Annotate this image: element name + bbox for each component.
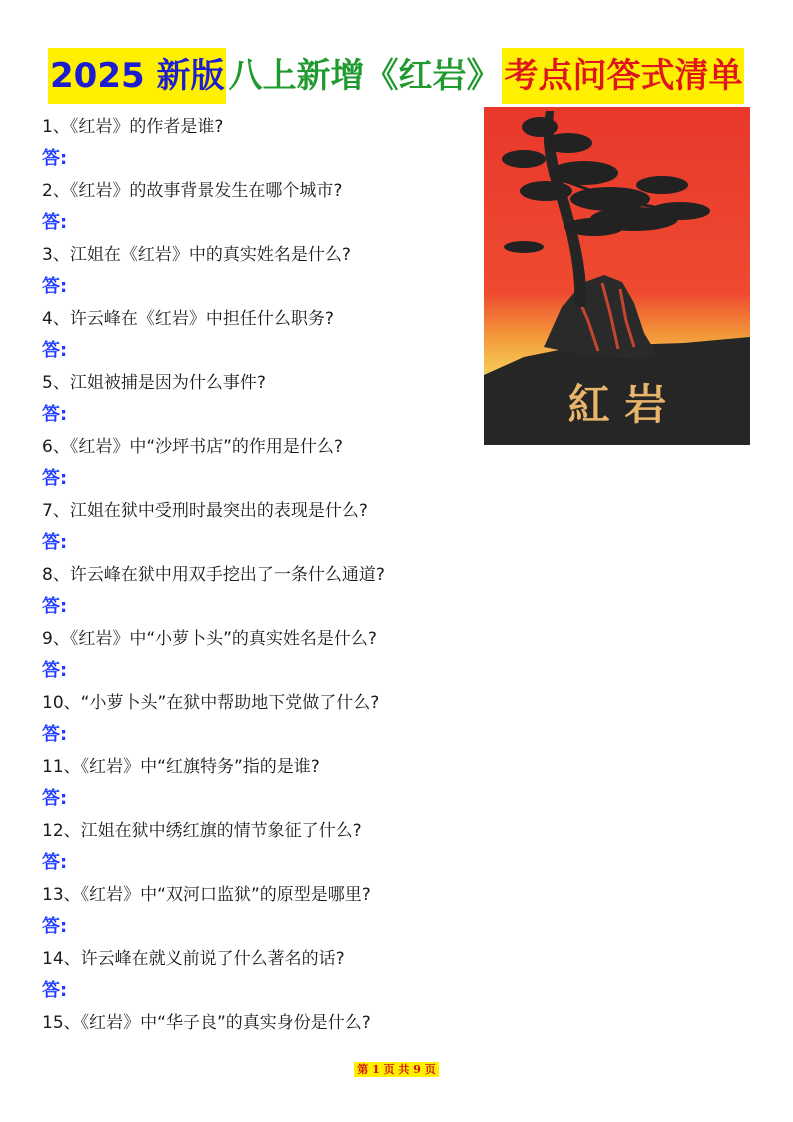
qa-item [42,498,502,562]
page-title [48,48,744,104]
question-text: 5、江姐被捕是因为什么事件? [42,373,266,393]
question-text: 7、江姐在狱中受刑时最突出的表现是什么? [42,501,368,521]
qa-item [42,562,502,626]
answer-label: 答: [42,468,68,489]
question-text: 3、江姐在《红岩》中的真实姓名是什么? [42,245,351,265]
answer-label: 答: [42,532,68,553]
answer-label: 答: [42,724,68,745]
question-text: 15、《红岩》中“华子良”的真实身份是什么? [42,1013,371,1033]
question-text: 1、《红岩》的作者是谁? [42,117,224,137]
qa-item [42,946,502,1010]
answer-label: 答: [42,980,68,1001]
qa-item [42,690,502,754]
answer-label: 答: [42,148,68,169]
cover-title: 紅 岩 [567,380,667,429]
question-text: 10、“小萝卜头”在狱中帮助地下党做了什么? [42,693,380,713]
qa-item [42,626,502,690]
answer-label: 答: [42,404,68,425]
question-text: 2、《红岩》的故事背景发生在哪个城市? [42,181,343,201]
title-part-topic: 八上新增《红岩》 [226,48,502,104]
title-part-year: 2025 新版 [48,48,226,104]
answer-label: 答: [42,660,68,681]
page-footer [0,1058,793,1077]
question-text: 4、许云峰在《红岩》中担任什么职务? [42,309,334,329]
question-text: 6、《红岩》中“沙坪书店”的作用是什么? [42,437,343,457]
qa-item [42,114,502,178]
answer-label: 答: [42,788,68,809]
question-text: 9、《红岩》中“小萝卜头”的真实姓名是什么? [42,629,377,649]
qa-item [42,754,502,818]
question-text: 12、江姐在狱中绣红旗的情节象征了什么? [42,821,362,841]
answer-label: 答: [42,596,68,617]
qa-item [42,306,502,370]
question-text: 11、《红岩》中“红旗特务”指的是谁? [42,757,320,777]
question-text: 8、许云峰在狱中用双手挖出了一条什么通道? [42,565,385,585]
qa-item [42,434,502,498]
qa-item [42,178,502,242]
question-text: 13、《红岩》中“双河口监狱”的原型是哪里? [42,885,371,905]
question-list [42,114,502,1074]
title-part-list: 考点问答式清单 [502,48,744,104]
qa-item [42,242,502,306]
qa-item [42,882,502,946]
book-cover-image [484,107,750,445]
qa-item [42,370,502,434]
answer-label: 答: [42,916,68,937]
answer-label: 答: [42,340,68,361]
page-number: 第 1 页 共 9 页 [354,1062,438,1077]
answer-label: 答: [42,852,68,873]
question-text: 14、许云峰在就义前说了什么著名的话? [42,949,345,969]
qa-item [42,818,502,882]
answer-label: 答: [42,276,68,297]
answer-label: 答: [42,212,68,233]
